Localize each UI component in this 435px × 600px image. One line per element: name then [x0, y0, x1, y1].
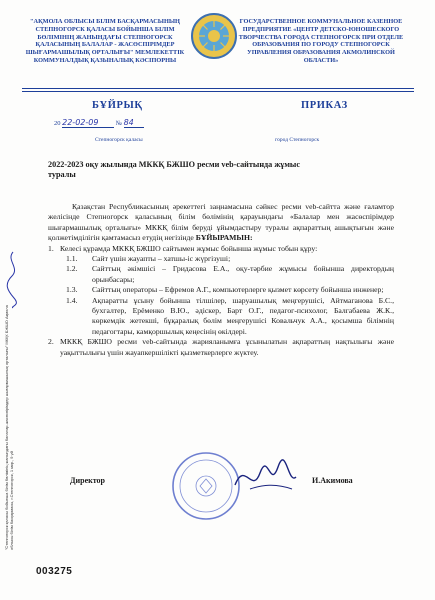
handwritten-signature-icon — [230, 455, 300, 500]
header-divider-thin — [22, 91, 414, 92]
intro-paragraph — [48, 202, 394, 244]
sub-item — [66, 296, 394, 338]
intro-text: Қазақстан Республикасының әрекеттегі заңнамасына сәйкес ресми veb-сайтта және ғаламтор желісінде Степногорск қаласының білім бөлімінің қарауындағы «Балалар мен жасөспірімдер шығармашылық орталығы» МККҚ білім беруді ұйымдастыру туралы ақпараттың ашықтығын және қолжетімділігін қамтамасыз етудің негізінде — [48, 202, 394, 243]
signatory-title: Директор — [70, 476, 105, 485]
sub-item — [66, 254, 394, 264]
doc-type-ru: ПРИКАЗ — [301, 100, 348, 111]
org-name-kz: "АҚМОЛА ОБЛЫСЫ БІЛІМ БАСҚАРМАСЫНЫҢ СТЕПНОГОРСК ҚАЛАСЫ БОЙЫНША БІЛІМ БӨЛІМІНІҢ ЖАНЫНДАҒЫ СТЕПНОГОРСК ҚАЛАСЫНЫҢ БАЛАЛАР - ЖАСӨСПІРІМДЕР ШЫҒАРМАШЫЛЫҚ ОРТАЛЫҒЫ" МЕМЛЕКЕТТІК КОММУНАЛДЫҚ ҚАЗЫНАЛЫҚ КӘСІПОРНЫ — [25, 18, 185, 64]
order-body — [48, 202, 394, 358]
margin-registration-note — [4, 300, 28, 550]
item-number: 1. — [48, 243, 54, 253]
item-number: 2. — [48, 337, 54, 347]
order-title: 2022-2023 оқу жылында МККҚ БЖШО ресми veb-сайтында жұмыс туралы — [48, 160, 300, 179]
sub-item-text: Сайттың әкімшісі – Гридасова Е.А., оқу-тәрбие жұмысы бойынша директордың орынбасары; — [92, 264, 394, 284]
sub-item-number: 1.1. — [66, 254, 78, 264]
city-ru: город Степногорск — [275, 137, 320, 143]
margin-note-text: "Степногорск қаласы бойынша білім бөлімінің жанындағы балалар-жасөспірімдер шығармашылық орталығы" МКҚК БЖШО Ақмола облысы білім басқармасы, г.Степногорск, 1 мкр., 9 үй — [4, 305, 14, 550]
sub-item — [66, 285, 394, 295]
order-word: БҰЙЫРАМЫН: — [195, 233, 253, 243]
date-value: 22-02-09 — [62, 118, 114, 128]
signatory-name: И.Акимова — [312, 476, 353, 485]
org-name-ru: ГОСУДАРСТВЕННОЕ КОММУНАЛЬНОЕ КАЗЕННОЕ ПРЕДПРИЯТИЕ «ЦЕНТР ДЕТСКО-ЮНОШЕСКОГО ТВОРЧЕСТВА ГОРОДА СТЕПНОГОРСК ПРИ ОТДЕЛЕ ОБРАЗОВАНИЯ ПО ГОРОДУ СТЕПНОГОРСК УПРАВЛЕНИЯ ОБРАЗОВАНИЯ АКМОЛИНСКОЙ ОБЛАСТИ» — [238, 18, 404, 64]
item-text: Келесі құрамда МККҚ БЖШО сайтымен жұмыс бойынша жұмыс тобын құру: — [60, 243, 318, 253]
list-item — [48, 337, 394, 358]
document-serial-number: 003275 — [36, 566, 73, 577]
sub-item-text: Ақпаратты ұсыну бойынша тілшілер, шаруашылық меңгерушісі, Айтмаганова Б.С., бухгалтер, Ерёменко В.Ю., әдіскер, Барт О.Г., педагог-психолог, Балгабаева Ж.К., көркемдік жетекші, бұқаралық бөлім меңгерушісі Ковальчук А.А., қосымша білімнің педагогтары, камқоршылық кеңесінің өкілдері. — [92, 295, 394, 336]
date-number-line — [54, 118, 194, 128]
date-prefix: 20 — [54, 120, 61, 127]
sub-item-text: Сайт үшін жауапты – хатшы-іс жүргізуші; — [92, 254, 231, 264]
sub-item-number: 1.3. — [66, 285, 78, 295]
number-value: 84 — [124, 118, 144, 128]
header-divider — [22, 88, 414, 89]
sub-item-text: Сайттың операторы – Ефремов А.Г., компьютерлерге қызмет көрсету бойынша инженер; — [92, 285, 384, 295]
state-emblem-icon — [190, 12, 238, 60]
number-prefix: № — [115, 120, 122, 127]
list-item — [48, 244, 394, 254]
item-text: МККҚ БЖШО ресми veb-сайтында жарияланымға ұсынылатын ақпараттың нақтылығы және уақыттылығы үшін жауапкершілікті қызметкерлерге жүктеу. — [60, 337, 394, 357]
sub-item-number: 1.4. — [66, 295, 78, 305]
sub-item — [66, 264, 394, 285]
sub-item-number: 1.2. — [66, 264, 78, 274]
doc-type-kz: БҰЙРЫҚ — [92, 100, 143, 111]
city-kz: Степногорск қаласы — [95, 137, 143, 143]
